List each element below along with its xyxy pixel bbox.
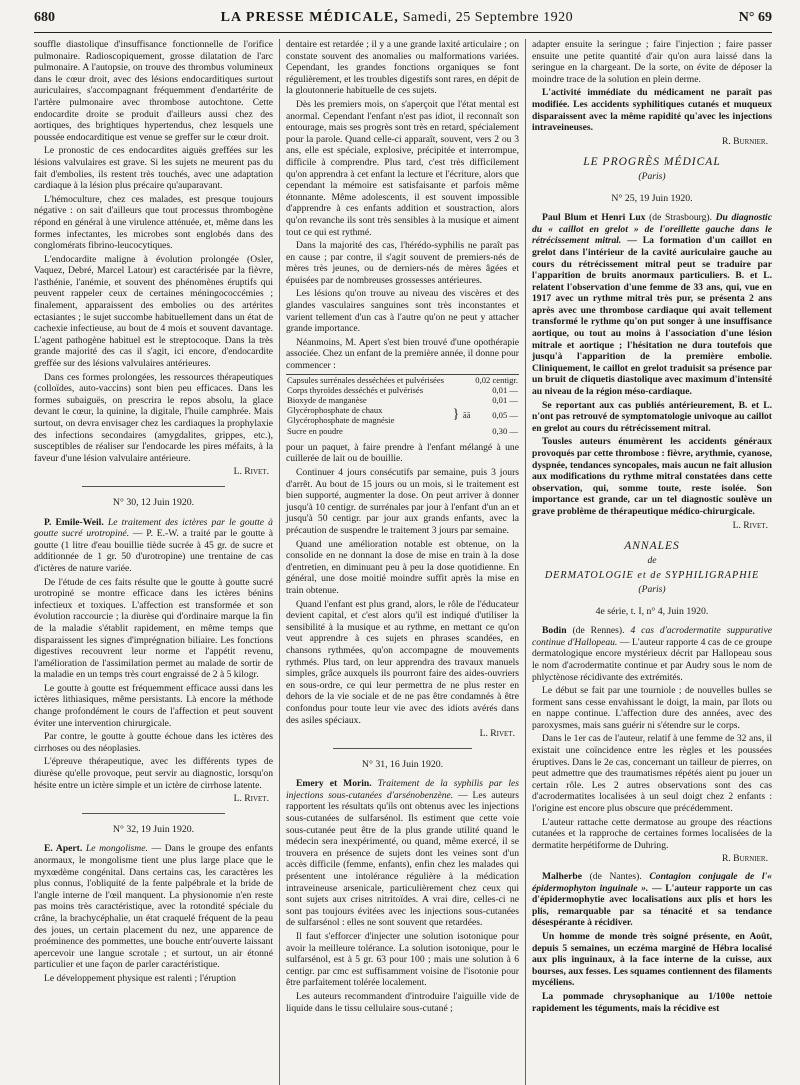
paragraph: Le début se fait par une tourniole ; de nouvelles bulles se forment sans cesse envahissant le doigt, la main, par îlots ou en nappe continue. L'affection dure des années, avec des paroxysmes, mais sans guérir ni s'étendre sur le corps. <box>532 685 772 731</box>
article-abstract <box>532 212 772 398</box>
journal-title-de: de <box>647 554 657 566</box>
article-affiliation: (de Nantes). <box>589 871 642 882</box>
dosage-row <box>286 374 519 385</box>
paragraph: dentaire est retardée ; il y a une grande laxité articulaire ; on constate souvent des anomalies ou malformations variées. Cependant, les grandes fonctions organiques se font régulièrement, et les troubles digestifs sont rares, en dépit de la gloutonnerie habituelle de ces sujets. <box>286 39 519 97</box>
dosage-quantity: 0,05 — <box>492 410 518 421</box>
article-text: — Les auteurs rapportent les résultats qu'ils ont obtenus avec les injections sous-cutanées de sulfarsénol. Ils estiment que cette voie sous-cutanée peut être de la plus grande utilité quand le médecin sera inexpérimenté, ou quand, même exercé, il se trouvera en présence de sujets dont les veines sont d'un accès difficile (femme, enfants), enfin chez les malades qui présentent une intolérance régulière à la médication intraveineuse arsenicale, particulièrement chez ceux qui sont sujets aux crises nitritoïdes. A vrai dire, celles-ci ne sont pas toujours évitées avec les injections sous-cutanées de sulfarsénol : elles ne sont souvent que retardées. <box>286 789 519 929</box>
article-abstract <box>34 517 273 575</box>
column-3 <box>526 39 772 1085</box>
dosage-quantity: 0,30 — <box>492 425 518 436</box>
paragraph: Se reportant aux cas publiés antérieurement, B. et L. n'ont pas retrouvé de symptomatologie univoque au caillot en grelot au cours du rétrécissement mitral. <box>532 399 772 434</box>
dosage-quantity: 0,01 — <box>492 384 518 395</box>
paragraph: Tousles auteurs énumèrent les accidents généraux provoqués par cette thrombose : fièvre, arythmie, cyanose, dyspnée, tendances syncopales, mais aucun ne fait allusion aux modifications du rythme mitral constatées dans cette observation, qui, somme toute, reste isolée. Son importance est grande, car un tel diagnostic soulève un grave problème de thérapeutique médico-chirurgicale. <box>532 436 772 517</box>
paragraph: pour un paquet, à faire prendre à l'enfant mélangé à une cuillerée de lait ou de bouillie. <box>286 441 519 465</box>
paragraph: Il faut s'efforcer d'injecter une solution isotonique pour avoir la meilleure tolérance. La solution isotonique, pour le sulfarsénol, est à 5 gr. 63 pour 100 ; mais une solution à 6 centigr. par cmc est suffisamment voisine de l'isotonie pour être parfaitement tolérée localement. <box>286 931 519 989</box>
paragraph: Dans ces formes prolongées, les ressources thérapeutiques (colloïdes, auto-vaccins) sont bien peu efficaces. Dans les formes subaiguës, on prescrira le repos absolu, la glace devant le cœur, la quinine, la digitale, l'huile camphrée. Mais surtout, on devra envisager chez les cardiaques la prophylaxie des infections secondaires (amygdalites, grippes, etc.), susceptibles de réaliser sur l'endocarde les pires méfaits, à la faveur d'une lésion valvulaire antérieure. <box>34 371 273 464</box>
article-author: Paul Blum et Henri Lux <box>542 212 646 224</box>
article-author: Bodin <box>542 625 567 637</box>
issue-date: Samedi, 25 Septembre 1920 <box>402 10 574 25</box>
article-text: — L'auteur rapporte un cas d'épidermophytie avec localisations aux plis et hors les plis, remarquable par sa ténacité et sa tendance désespérante à récidiver. <box>532 882 772 929</box>
dosage-row <box>286 385 519 395</box>
article-title: Le traitement des ictères par le goutte à goutte sucré urotropiné. <box>34 516 273 540</box>
article-text: — P. E.-W. a traité par le goutte à goutte (1 litre d'eau bouillie tiède sucrée à 45 gr. de sucre et additionnée de 1 gr. 50 d'urotropine) une trentaine de cas d'ictères de nature variée. <box>34 528 273 574</box>
divider <box>333 748 473 749</box>
paragraph: Quand l'enfant est plus grand, alors, le rôle de l'éducateur devient capital, et c'est alors qu'il est indiqué d'utiliser la sensibilité à la musique et au rythme, en mettant ce qu'on veut apprendre à ces sujets en phrases scandées, en chansons rythmées, qu'on accompagne de mouvements rythmés. Plus tard, on leur apprendra des travaux manuels simples, grâce auxquels ils pourront faire des aides-ouvriers en sous-ordre, ce qui leur permettra de ne plus rester en dehors de la vie sociale et de ne pas être condamnés à être confondus pour toute leur vie avec des idiots avérés dans des asiles spéciaux. <box>286 598 519 726</box>
signature: L. Rivet. <box>233 793 269 805</box>
journal-title: ANNALES <box>624 540 680 553</box>
signature: L. Rivet. <box>233 466 269 478</box>
issue-heading: N° 30, 12 Juin 1920. <box>112 496 195 508</box>
paragraph: L'épreuve thérapeutique, avec les différents types de diurèse qu'elle provoque, peut servir au diagnostic, lorsqu'on hésite entre un ictère simple et un ictère de cirrhose latente. <box>34 756 273 791</box>
issue-heading: 4e série, t. I, n° 4, Juin 1920. <box>595 605 709 617</box>
article-title: 4 cas d'acrodermatite suppurative continue d'Hallopeau. <box>532 625 772 648</box>
dosage-substance: Bioxyde de manganèse <box>287 395 367 406</box>
aa-mark: āā <box>462 410 471 421</box>
paragraph: Quand une amélioration notable est obtenue, on la consolide en ne donnant la dose de mise en train à la dose d'entretien, en diminuant peu à peu la dose quotidienne. En général, une dose moitié moindre suffit après la mise en train obtenue. <box>286 538 519 596</box>
paragraph: Dans la majorité des cas, l'hérédo-syphilis ne paraît pas en cause ; par contre, il s'agit souvent de premiers-nés de mères très jeunes, ou de derniers-nés de mères âgées et épuisées par de nombreuses grossesses antérieures. <box>286 240 519 286</box>
article-title: Du diagnostic du « caillot en grelot » de l'oreillette gauche dans le rétrécissement mitral. <box>532 212 772 247</box>
paragraph: Dans le 1er cas de l'auteur, relatif à une femme de 32 ans, il existait une coïncidence entre les règles et les poussées éruptives. Dans le 2e cas, concernant un tailleur de pierres, on peut admettre que des traumatismes répétés aient pu jouer un certain rôle. Les 2 autres observations sont des cas d'acrodermatites localisées à un seul doigt chez 2 enfants : l'origine est encore plus obscure que précédemment. <box>532 733 772 815</box>
paragraph: La pommade chrysophanique au 1/100e nettoie rapidement les téguments, mais la récidive est <box>532 990 772 1014</box>
dosage-row <box>286 426 519 436</box>
paragraph: souffle diastolique d'insuffisance fonctionnelle de l'orifice pulmonaire. Radioscopiquement, grosse dilatation de l'arc pulmonaire. A l'autopsie, on trouve des thrombus volumineux dans le cœur droit, avec des lésions endocarditiques surtout auriculaires, s'accompagnant fréquemment d'endartérite de l'artère pulmonaire avec thrombose autochtone. Cette endocardite droite se produit d'ailleurs aussi chez des aortiques, des brightiques hypertendus, chez lesquels une poussée endocarditique est venue se greffer sur le cœur droit. <box>34 39 273 143</box>
article-abstract <box>532 871 772 929</box>
paragraph: Par contre, le goutte à goutte échoue dans les ictères des cirrhoses ou des néoplasies. <box>34 731 273 754</box>
column-2 <box>280 39 526 1085</box>
journal-title: DERMATOLOGIE et de SYPHILIGRAPHIE <box>544 570 760 582</box>
journal-city: (Paris) <box>638 583 666 595</box>
paragraph: Les lésions qu'on trouve au niveau des viscères et des glandes vasculaires sanguines sont très inconstantes et varient tellement d'un cas à l'autre qu'on ne peut y attacher grande importance. <box>286 288 519 335</box>
article-affiliation: (de Strasbourg). <box>649 212 712 224</box>
article-abstract <box>532 625 772 683</box>
paragraph: L'hémoculture, chez ces malades, est presque toujours négative : on sait d'ailleurs que tout processus thrombogène répond en général à une virulence atténuée, et, même dans les formes infectantes, les microbes sont englobés dans des conglomérats fibrino-leucocytiques. <box>34 193 273 252</box>
dosage-substance: Capsules surrénales desséchées et pulvérisées <box>287 374 445 385</box>
journal-name: LA PRESSE MÉDICALE, <box>220 10 399 25</box>
signature: R. Burnier. <box>721 135 768 147</box>
running-title <box>221 10 573 26</box>
paragraph: Néanmoins, M. Apert s'est bien trouvé d'une opothérapie associée. Chez un enfant de la première année, il donne pour commencer : <box>286 336 519 372</box>
paragraph: Dès les premiers mois, on s'aperçoit que l'état mental est anormal. Cependant l'enfant n'est pas idiot, il reconnaît son entourage, mais ses progrès sont très en retard, spécialement pour la parole. Quand celle-ci apparaît, souvent, vers 2 ou 3 ans, elle est spéciale, explosive, précipitée et interrompue, difficile à comprendre. Plus tard, c'est très difficilement qu'on apprendra à cet enfant la lecture et l'écriture, alors que cependant la mémoire est satisfaisante et parfois même étonnante. Même adolescents, il est souvent impossible d'apprendre à ces enfants addition et soustraction, alors qu'on revanche ils sont très sensibles à la musique et aiment tout ce qui est rythmé. <box>286 98 519 238</box>
dosage-quantity: 0,01 — <box>492 395 518 406</box>
article-author: Emery et Morin. <box>296 778 372 790</box>
dosage-substance: Sucre en poudre <box>287 425 343 436</box>
column-1 <box>34 39 280 1085</box>
article-title: Traitement de la syphilis par les injections sous-cutanées d'arsénobenzène. <box>286 778 519 801</box>
columns <box>34 39 772 1085</box>
signature: L. Rivet. <box>732 519 768 531</box>
paragraph: Le développement physique est ralenti ; l'éruption <box>44 972 236 984</box>
journal-title: LE PROGRÈS MÉDICAL <box>583 156 721 169</box>
paragraph: Un homme de monde très soigné présente, en Août, depuis 5 semaines, un eczéma marginé de Hébra localisé aux plis inguinaux, à la face interne de la cuisse, aux bourses, aux fesses. Les squames contiennent des filaments mycéliens. <box>532 930 772 989</box>
issue-heading: N° 25, 19 Juin 1920. <box>611 192 693 204</box>
divider <box>82 486 225 487</box>
page-number: 680 <box>34 10 55 25</box>
article-affiliation: (de Rennes). <box>572 625 625 637</box>
article-abstract <box>34 843 273 971</box>
paragraph: De l'étude de ces faits résulte que le goutte à goutte sucré urotropiné se montre efficace dans les ictères bénins infectieux et toxiques. L'affection est transformée et son évolution raccourcie ; la diurèse qui d'ordinaire marque la fin de la maladie s'établit rapidement, en même temps que disparaissent les signes d'imprégnation biliaire. Les fonctions digestives recouvrent leur norme et l'appétit revenu, l'amélioration de l'assimilation permet au malade de sortir de la maladie en un temps très court engraissé de 2 à 5 kilogr. <box>34 576 273 681</box>
article-author: Malherbe <box>542 871 582 882</box>
article-author: P. Emile-Weil. <box>44 516 104 528</box>
article-title: Le mongolisme. <box>85 843 148 855</box>
issue-heading: N° 32, 19 Juin 1920. <box>112 823 195 835</box>
dosage-row <box>286 405 519 415</box>
divider <box>82 813 225 814</box>
paragraph: L'activité immédiate du médicament ne paraît pas modifiée. Les accidents syphilitiques cutanés et muqueux disparaissent avec la même rapidité qu'avec les injections intraveineuses. <box>532 87 772 134</box>
issue-number: N° 69 <box>738 10 772 25</box>
article-text: — La formation d'un caillot en grelot dans l'intérieur de la cavité auriculaire gauche au cours du rétrécissement mitral peut se traduire par l'apparition de bruits anormaux particuliers. B. et L. relatent l'observation d'une femme de 33 ans, qui, vue en 1917 avec un rythme mitral très pur, se présenta 2 ans après avec une thrombose cardiaque qui avait tellement transformé le rythme qu'on put songer à une insuffisance aortique, ou tout au moins à l'association d'une lésion mitrale et aortique ; l'hésitation ne dura toutefois que jusqu'à l'apparition de la première embolie. Cliniquement, le caillot en grelot traduisit sa présence par un bruit de cliquetis diastolique avec maximum d'intensité au niveau de la région méso-cardiaque. <box>532 235 772 398</box>
paragraph: Les auteurs recommandent d'introduire l'aiguille vide de liquide dans le tissu cellulaire sous-cutané ; <box>286 990 519 1014</box>
journal-city: (Paris) <box>638 170 666 182</box>
article-text: — Dans le groupe des enfants anormaux, le mongolisme tient une plus large place que le myxœdème congénital. Dans certains cas, les caractères les plus connus, l'obliquité de la fente palpébrale et la bride de l'angle interne de l'œil manquent. La physionomie n'en reste pas moins très caractéristique, avec la rotondité spéciale du crâne, la brachycéphalie, un état craquelé fréquent de la peau des joues, un certain placement du nez, une apparence de proéminence des pommettes, une bouche entr'ouverte laissant apercevoir une langue scrotale ; et surtout, un air étonné particulier et une façon de parler caractéristique. <box>34 843 273 971</box>
signature: L. Rivet. <box>479 728 515 740</box>
dosage-row <box>286 395 519 405</box>
article-abstract <box>286 778 519 929</box>
dosage-substance: Corps thyroïdes desséchés et pulvérisés <box>287 384 424 395</box>
article-author: E. Apert. <box>44 843 83 855</box>
dosage-substance: Glycérophosphate de magnésie <box>287 415 395 426</box>
article-title: Contagion conjugale de l'« épidermophyton inguinale ». <box>532 871 772 894</box>
paragraph: L'auteur rattache cette dermatose au groupe des réactions cutanées et la rapproche de certaines formes localisées de la dermatite herpétiforme de Duhring. <box>532 816 772 851</box>
issue-heading: N° 31, 16 Juin 1920. <box>361 758 444 770</box>
article-text: — L'auteur rapporte 4 cas de ce groupe dermatologique encore mystérieux décrit par Hallopeau sous le nom d'acrodermatite continue et par Audry sous le nom de phlyctènose récidivante des extrémités. <box>532 636 772 683</box>
dosage-table <box>286 374 519 436</box>
signature: R. Burnier. <box>721 853 768 865</box>
paragraph: L'endocardite maligne à évolution prolongée (Osler, Vaquez, Debré, Marcel Latour) est caractérisée par la fièvre, l'asthénie, l'anémie, et souvent des phénomènes éruptifs qui peuvent rappeler ceux de certaines méningococcémies ; finalement, apparaissent des embolies ou des artérites ectasiantes ; le sujet succombe habituellement dans un état de cachexie infectieuse, au bout de 4 mois et souvent davantage. L'agent pathogène habituel est le streptocoque. Dans la très grande majorité des cas il s'agit, ici encore, d'endocardite greffée sur des lésions valvulaires antérieures. <box>34 253 273 370</box>
paragraph: Continuer 4 jours consécutifs par semaine, puis 3 jours d'arrêt. Au bout de 15 jours ou un mois, si le traitement est bien supporté, augmenter la dose. On peut arriver à donner jusqu'à 10 centigr. de surrénales par jour à l'enfant d'un an et jusqu'à 50 centigr. par jour aux grands enfants, avec la précaution de suspendre le traitement 3 jours par semaine. <box>286 467 519 536</box>
brace-aa: } āā <box>452 407 471 423</box>
page-header <box>34 10 772 33</box>
paragraph: Le pronostic de ces endocardites aiguës greffées sur les lésions valvulaires est grave. Si les sujets ne meurent pas du fait d'embolies, ils restent très touchés, avec une adaptation cardiaque à la lésion plus précaire qu'auparavant. <box>34 145 273 192</box>
paragraph: Le goutte à goutte est fréquemment efficace aussi dans les ictères lithiasiques, même persistants. Là encore la méthode change profondément le cours de l'affection et peut souvent éviter une intervention chirurgicale. <box>34 682 273 729</box>
dosage-substance: Glycérophosphate de chaux <box>287 405 383 416</box>
dosage-quantity: 0,02 centigr. <box>475 374 518 385</box>
paragraph: adapter ensuite la seringue ; faire l'injection ; faire passer ensuite une petite quantité d'air qu'on aura laissé dans la seringue en la chargeant. De la sorte, on évite de déposer la moindre trace de la solution en plein derme. <box>532 39 772 85</box>
